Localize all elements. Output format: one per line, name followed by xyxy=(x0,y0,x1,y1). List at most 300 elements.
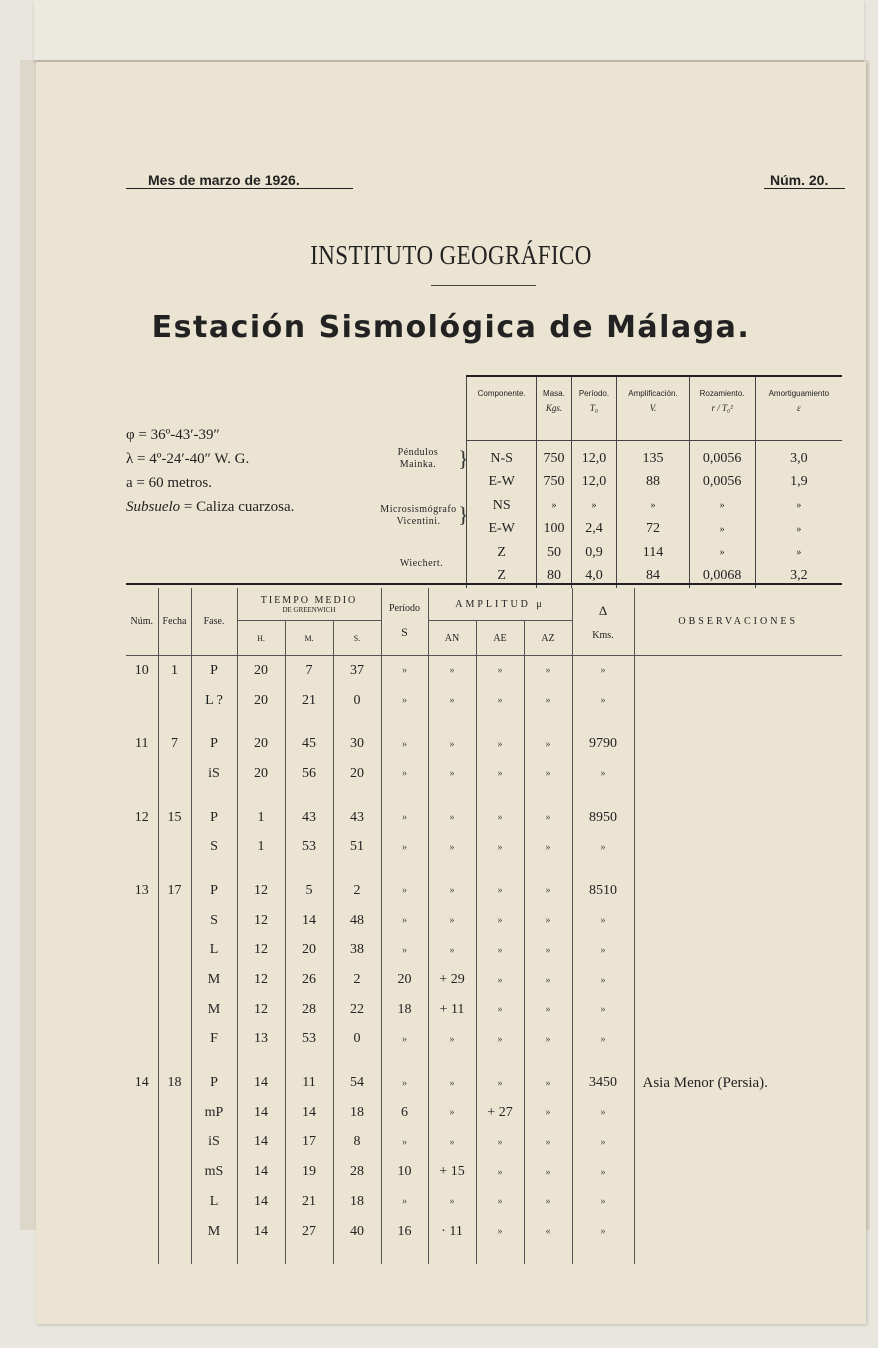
cell-m: 45 xyxy=(285,729,333,759)
cell-obs xyxy=(634,1025,842,1055)
cell-fase: P xyxy=(191,656,237,686)
cell-fase: P xyxy=(191,876,237,906)
cell-h: 14 xyxy=(237,1098,285,1128)
cell-s: 2 xyxy=(333,965,381,995)
cell-delta: » xyxy=(572,965,634,995)
instrument-constants-table xyxy=(466,375,842,588)
spacer-cell xyxy=(381,1054,428,1068)
cell-m: 17 xyxy=(285,1128,333,1158)
cell-an: » xyxy=(428,936,476,966)
station-title: Estación Sismológica de Málaga. xyxy=(151,310,751,345)
title-ornament-rule xyxy=(431,285,536,286)
cell-s: 18 xyxy=(333,1098,381,1128)
cell-fecha xyxy=(158,832,191,862)
header-tiempo-title: TIEMPO MEDIO xyxy=(260,594,358,606)
cell-az: » xyxy=(524,906,572,936)
table-row xyxy=(126,803,842,833)
top-page-strip xyxy=(34,0,864,61)
cell-s: 48 xyxy=(333,906,381,936)
cell-h: 1 xyxy=(237,832,285,862)
header-amplitud: AMPLITUD μ xyxy=(428,588,572,621)
cell-fecha xyxy=(158,1098,191,1128)
cell-num: 10 xyxy=(134,662,149,678)
cell-an: » xyxy=(428,759,476,789)
cell-h: 14 xyxy=(237,1157,285,1187)
cell-h: 14 xyxy=(237,1187,285,1217)
comp-header-unit: r / T₀² xyxy=(711,403,733,413)
comp-header-label: Período. xyxy=(578,389,610,398)
cell-ae: » xyxy=(476,656,524,686)
spacer-cell xyxy=(428,789,476,803)
cell-num xyxy=(126,965,158,995)
comp-cell: Z xyxy=(467,541,537,565)
cell-obs xyxy=(634,1128,842,1158)
cell-fase: M xyxy=(191,1217,237,1247)
comp-header-5 xyxy=(755,376,842,441)
cell-ae: » xyxy=(476,965,524,995)
table-row xyxy=(126,759,842,789)
cell-num xyxy=(126,832,158,862)
cell-fecha xyxy=(158,686,191,716)
spacer-cell xyxy=(158,789,191,803)
cell-fecha: 15 xyxy=(158,803,191,833)
comp-cell: 0,9 xyxy=(571,541,617,565)
spacer-cell xyxy=(333,789,381,803)
cell-az: » xyxy=(524,995,572,1025)
tail-cell xyxy=(572,1246,634,1264)
cell-az: » xyxy=(524,1128,572,1158)
comp-cell: » xyxy=(755,494,842,518)
cell-s: 40 xyxy=(333,1217,381,1247)
cell-h: 20 xyxy=(237,759,285,789)
comp-cell: 3,2 xyxy=(755,565,842,589)
comp-cell: 4,0 xyxy=(571,565,617,589)
cell-s: 0 xyxy=(333,686,381,716)
cell-az: » xyxy=(524,1098,572,1128)
spacer-cell xyxy=(158,1054,191,1068)
spacer-cell xyxy=(476,789,524,803)
cell-h: 13 xyxy=(237,1025,285,1055)
cell-delta: » xyxy=(572,995,634,1025)
spacer-cell xyxy=(237,789,285,803)
comp-cell: » xyxy=(537,494,571,518)
cell-az: » xyxy=(524,1025,572,1055)
cell-s: 0 xyxy=(333,1025,381,1055)
cell-num xyxy=(126,936,158,966)
cell-m: 19 xyxy=(285,1157,333,1187)
comp-cell: 135 xyxy=(617,441,689,471)
spacer-cell xyxy=(237,715,285,729)
spacer-cell xyxy=(285,715,333,729)
wiechert-label: Wiechert. xyxy=(399,558,444,569)
comp-cell: 2,4 xyxy=(571,518,617,542)
cell-ae: » xyxy=(476,1128,524,1158)
tail-cell xyxy=(634,1246,842,1264)
spacer-cell xyxy=(381,715,428,729)
cell-fecha: 7 xyxy=(158,729,191,759)
header-delta-symbol: Δ xyxy=(598,602,608,618)
group-spacer xyxy=(126,715,842,729)
spacer-cell xyxy=(428,715,476,729)
comp-cell: 0,0068 xyxy=(689,565,755,589)
comp-cell: 72 xyxy=(617,518,689,542)
cell-fase: P xyxy=(191,729,237,759)
cell-s: 28 xyxy=(333,1157,381,1187)
cell-fase: iS xyxy=(191,1128,237,1158)
cell-num xyxy=(126,1187,158,1217)
cell-h: 12 xyxy=(237,965,285,995)
cell-m: 7 xyxy=(285,656,333,686)
cell-per: 6 xyxy=(381,1098,428,1128)
spacer-cell xyxy=(524,862,572,876)
comp-cell: 0,0056 xyxy=(689,441,755,471)
cell-per: » xyxy=(381,656,428,686)
spacer-cell xyxy=(191,862,237,876)
spacer-cell xyxy=(191,715,237,729)
spacer-cell xyxy=(476,862,524,876)
document-page xyxy=(36,62,866,1324)
table-row xyxy=(126,1217,842,1247)
comp-row xyxy=(467,494,843,518)
cell-az: » xyxy=(524,936,572,966)
cell-num xyxy=(126,906,158,936)
cell-fase: mS xyxy=(191,1157,237,1187)
cell-obs xyxy=(634,656,842,686)
cell-per: » xyxy=(381,906,428,936)
table-row xyxy=(126,1025,842,1055)
cell-az: » xyxy=(524,1068,572,1098)
cell-obs xyxy=(634,1187,842,1217)
cell-fecha: 1 xyxy=(158,656,191,686)
cell-h: 20 xyxy=(237,656,285,686)
header-an: AN xyxy=(428,621,476,656)
tail-cell xyxy=(126,1246,158,1264)
cell-an: » xyxy=(428,906,476,936)
comp-header-label: Amortiguamiento xyxy=(768,389,830,398)
cell-fase: L ? xyxy=(191,686,237,716)
spacer-cell xyxy=(572,862,634,876)
cell-ae: » xyxy=(476,906,524,936)
cell-s: 18 xyxy=(333,1187,381,1217)
tail-cell xyxy=(476,1246,524,1264)
comp-header-3 xyxy=(617,376,689,441)
tail-cell xyxy=(333,1246,381,1264)
cell-fecha xyxy=(158,995,191,1025)
cell-delta: » xyxy=(572,686,634,716)
cell-an: » xyxy=(428,1098,476,1128)
comp-cell: 1,9 xyxy=(755,471,842,495)
spacer-cell xyxy=(126,862,158,876)
spacer-cell xyxy=(158,862,191,876)
cell-obs xyxy=(634,729,842,759)
cell-per: » xyxy=(381,729,428,759)
subsoil xyxy=(126,499,294,516)
number-header: Núm. 20. xyxy=(764,172,845,189)
cell-obs xyxy=(634,1157,842,1187)
cell-per: » xyxy=(381,686,428,716)
cell-delta: » xyxy=(572,759,634,789)
cell-delta: » xyxy=(572,1025,634,1055)
cell-an: » xyxy=(428,1128,476,1158)
cell-obs: Asia Menor (Persia). xyxy=(634,1068,842,1098)
cell-ae: » xyxy=(476,995,524,1025)
cell-an: + 29 xyxy=(428,965,476,995)
tail-cell xyxy=(237,1246,285,1264)
cell-s: 20 xyxy=(333,759,381,789)
cell-num: 12 xyxy=(134,809,149,825)
comp-cell: E-W xyxy=(467,518,537,542)
cell-num xyxy=(126,1217,158,1247)
tail-cell xyxy=(524,1246,572,1264)
table-row xyxy=(126,832,842,862)
cell-delta: » xyxy=(572,656,634,686)
altitude: a = 60 metros. xyxy=(126,475,212,491)
comp-cell: » xyxy=(689,518,755,542)
header-s: S. xyxy=(333,621,381,656)
cell-an: + 11 xyxy=(428,995,476,1025)
tail-cell xyxy=(381,1246,428,1264)
institute-title: INSTITUTO GEOGRÁFICO xyxy=(310,240,592,270)
comp-cell: NS xyxy=(467,494,537,518)
table-row xyxy=(126,906,842,936)
subsoil-value: = Caliza cuarzosa. xyxy=(183,499,295,515)
spacer-cell xyxy=(381,862,428,876)
cell-s: 2 xyxy=(333,876,381,906)
spacer-cell xyxy=(333,715,381,729)
cell-per: 10 xyxy=(381,1157,428,1187)
cell-h: 1 xyxy=(237,803,285,833)
cell-az: » xyxy=(524,1187,572,1217)
comp-header-label: Masa. xyxy=(543,389,565,398)
cell-fase: L xyxy=(191,1187,237,1217)
header-ae: AE xyxy=(476,621,524,656)
spacer-cell xyxy=(428,1054,476,1068)
comp-cell: » xyxy=(617,494,689,518)
cell-delta: 3450 xyxy=(572,1068,634,1098)
group-spacer xyxy=(126,862,842,876)
cell-an: · 11 xyxy=(428,1217,476,1247)
cell-delta: » xyxy=(572,1157,634,1187)
cell-h: 12 xyxy=(237,995,285,1025)
cell-delta: » xyxy=(572,1098,634,1128)
header-periodo-sub: S xyxy=(401,625,408,639)
cell-num xyxy=(126,686,158,716)
cell-az: » xyxy=(524,803,572,833)
seismic-records-table xyxy=(126,588,842,1264)
spacer-cell xyxy=(476,715,524,729)
cell-num: 14 xyxy=(134,1075,149,1091)
comp-header-unit: ε xyxy=(797,403,801,413)
comp-cell: 88 xyxy=(617,471,689,495)
spacer-cell xyxy=(126,1054,158,1068)
comp-cell: 100 xyxy=(537,518,571,542)
spacer-cell xyxy=(572,715,634,729)
cell-obs xyxy=(634,936,842,966)
header-fase: Fase. xyxy=(191,588,237,656)
cell-delta: 9790 xyxy=(572,729,634,759)
header-periodo-title: Período xyxy=(388,603,421,614)
spacer-cell xyxy=(428,862,476,876)
cell-az: » xyxy=(524,656,572,686)
table-tail xyxy=(126,1246,842,1264)
cell-per: 16 xyxy=(381,1217,428,1247)
cell-ae: » xyxy=(476,876,524,906)
cell-m: 11 xyxy=(285,1068,333,1098)
cell-num xyxy=(126,1157,158,1187)
cell-obs xyxy=(634,832,842,862)
cell-fase: M xyxy=(191,965,237,995)
comp-header-label: Componente. xyxy=(477,389,526,398)
cell-m: 53 xyxy=(285,832,333,862)
cell-per: 20 xyxy=(381,965,428,995)
cell-obs xyxy=(634,686,842,716)
cell-an: » xyxy=(428,1068,476,1098)
cell-m: 21 xyxy=(285,1187,333,1217)
table-row xyxy=(126,936,842,966)
cell-fase: F xyxy=(191,1025,237,1055)
cell-fase: S xyxy=(191,906,237,936)
comp-row xyxy=(467,471,843,495)
tail-cell xyxy=(428,1246,476,1264)
cell-an: » xyxy=(428,686,476,716)
cell-m: 14 xyxy=(285,1098,333,1128)
table-row xyxy=(126,1128,842,1158)
comp-cell: N-S xyxy=(467,441,537,471)
cell-s: 22 xyxy=(333,995,381,1025)
table-row xyxy=(126,1098,842,1128)
cell-obs xyxy=(634,995,842,1025)
cell-m: 21 xyxy=(285,686,333,716)
cell-an: » xyxy=(428,1187,476,1217)
cell-fecha xyxy=(158,906,191,936)
cell-num xyxy=(126,1025,158,1055)
cell-h: 12 xyxy=(237,906,285,936)
cell-az: » xyxy=(524,729,572,759)
cell-ae: » xyxy=(476,686,524,716)
header-observaciones: OBSERVACIONES xyxy=(634,588,842,656)
cell-h: 20 xyxy=(237,729,285,759)
group-spacer xyxy=(126,1054,842,1068)
cell-m: 43 xyxy=(285,803,333,833)
cell-s: 37 xyxy=(333,656,381,686)
cell-per: » xyxy=(381,1068,428,1098)
cell-obs xyxy=(634,759,842,789)
vicentini-label: Microsismógrafo Vicentini. xyxy=(380,504,457,527)
cell-fase: M xyxy=(191,995,237,1025)
comp-header-label: Amplificación. xyxy=(628,389,678,398)
cell-obs xyxy=(634,803,842,833)
cell-delta: » xyxy=(572,1128,634,1158)
cell-az: » xyxy=(524,832,572,862)
comp-cell: » xyxy=(571,494,617,518)
cell-ae: » xyxy=(476,832,524,862)
cell-ae: » xyxy=(476,729,524,759)
cell-az: » xyxy=(524,1157,572,1187)
cell-m: 20 xyxy=(285,936,333,966)
cell-s: 30 xyxy=(333,729,381,759)
comp-header-unit: V. xyxy=(649,403,657,413)
header-tiempo xyxy=(237,588,381,621)
spacer-cell xyxy=(524,715,572,729)
header-kms: Kms. xyxy=(592,629,614,641)
cell-fase: S xyxy=(191,832,237,862)
cell-az: » xyxy=(524,965,572,995)
mainka-brace: } xyxy=(458,446,469,471)
cell-m: 27 xyxy=(285,1217,333,1247)
table-row xyxy=(126,1068,842,1098)
cell-an: » xyxy=(428,832,476,862)
cell-an: » xyxy=(428,803,476,833)
table-row xyxy=(126,876,842,906)
cell-delta: » xyxy=(572,832,634,862)
cell-m: 53 xyxy=(285,1025,333,1055)
comp-cell: 50 xyxy=(537,541,571,565)
cell-per: » xyxy=(381,803,428,833)
comp-cell: 12,0 xyxy=(571,471,617,495)
longitude: λ = 4º-24′-40″ W. G. xyxy=(126,451,250,467)
comp-cell: 80 xyxy=(537,565,571,589)
cell-m: 56 xyxy=(285,759,333,789)
tail-cell xyxy=(158,1246,191,1264)
cell-az: » xyxy=(524,876,572,906)
cell-per: » xyxy=(381,936,428,966)
cell-ae: » xyxy=(476,1187,524,1217)
cell-obs xyxy=(634,876,842,906)
comp-header-unit: T₀ xyxy=(589,403,599,413)
tail-cell xyxy=(285,1246,333,1264)
cell-fecha xyxy=(158,1217,191,1247)
cell-delta: 8510 xyxy=(572,876,634,906)
spacer-cell xyxy=(476,1054,524,1068)
spacer-cell xyxy=(158,715,191,729)
comp-cell: » xyxy=(689,494,755,518)
comp-header-4 xyxy=(689,376,755,441)
spacer-cell xyxy=(634,789,842,803)
cell-num: 11 xyxy=(135,736,149,752)
cell-fase: L xyxy=(191,936,237,966)
spacer-cell xyxy=(285,862,333,876)
month-header: Mes de marzo de 1926. xyxy=(126,172,353,189)
spacer-cell xyxy=(572,789,634,803)
header-delta xyxy=(572,588,634,656)
cell-per: » xyxy=(381,832,428,862)
spacer-cell xyxy=(126,715,158,729)
cell-s: 38 xyxy=(333,936,381,966)
tail-cell xyxy=(191,1246,237,1264)
cell-az: « xyxy=(524,1217,572,1247)
cell-m: 26 xyxy=(285,965,333,995)
cell-per: » xyxy=(381,1187,428,1217)
cell-ae: » xyxy=(476,1157,524,1187)
subsoil-label: Subsuelo xyxy=(126,499,181,515)
cell-obs xyxy=(634,1098,842,1128)
cell-fase: P xyxy=(191,803,237,833)
cell-h: 12 xyxy=(237,876,285,906)
comp-row xyxy=(467,518,843,542)
spacer-cell xyxy=(524,789,572,803)
table-row xyxy=(126,1187,842,1217)
spacer-cell xyxy=(237,1054,285,1068)
spacer-cell xyxy=(191,1054,237,1068)
cell-az: » xyxy=(524,686,572,716)
spacer-cell xyxy=(634,862,842,876)
cell-per: » xyxy=(381,759,428,789)
cell-delta: » xyxy=(572,936,634,966)
cell-num xyxy=(126,759,158,789)
cell-fecha xyxy=(158,759,191,789)
spacer-cell xyxy=(634,715,842,729)
cell-an: » xyxy=(428,729,476,759)
